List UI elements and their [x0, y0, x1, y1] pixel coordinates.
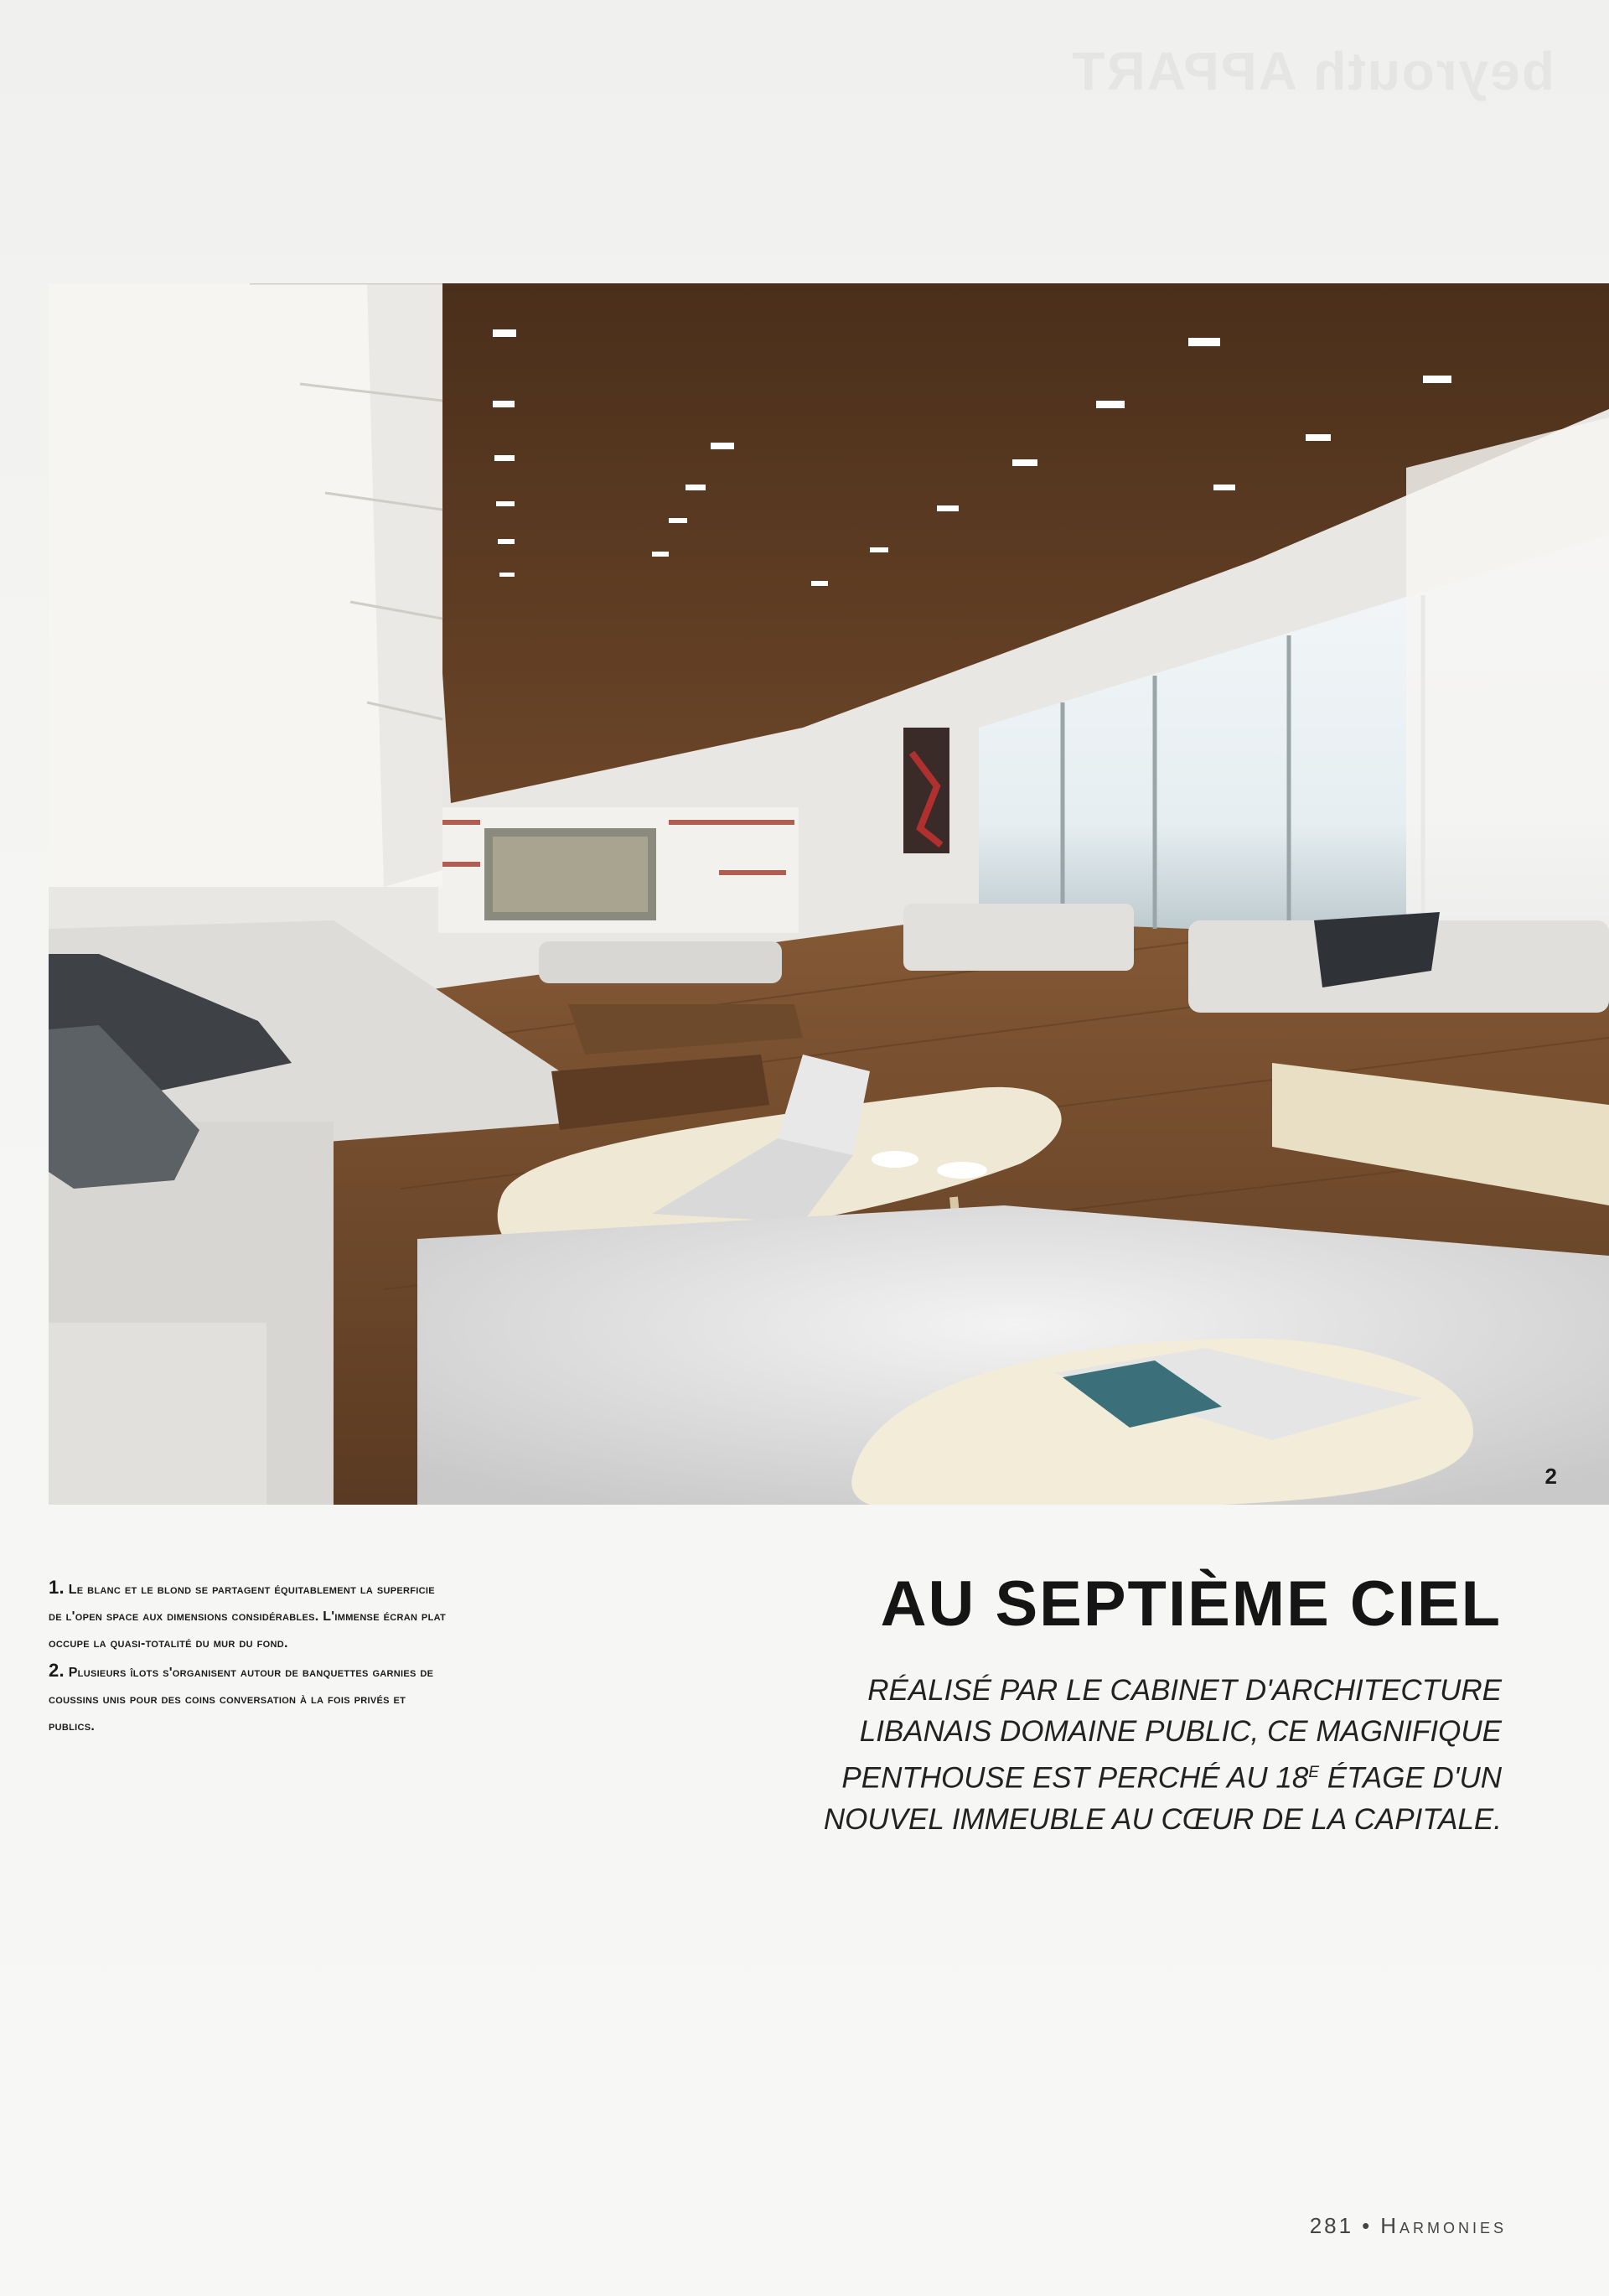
caption-text-1: Le blanc et le blond se partagent équitablement la superficie de l'open space aux dimensions considérables. L'immense écran plat occupe la quasi-totalité du mur du fond. [49, 1583, 447, 1651]
article-intro [748, 1670, 1502, 1840]
bleed-through-text: beyrouth APPART [1070, 41, 1555, 101]
footer-separator: • [1362, 2213, 1373, 2238]
caption-item-2 [49, 1657, 451, 1740]
interior-photo [49, 283, 1609, 1505]
photo-number: 2 [1544, 1464, 1557, 1489]
page-number: 281 [1309, 2213, 1354, 2238]
article-title: AU SEPTIÈME CIEL [880, 1568, 1502, 1640]
intro-superscript: E [1308, 1764, 1319, 1781]
intro-text-a: RÉALISÉ PAR LE CABINET D'ARCHITECTURE LIBANAIS DOMAINE PUBLIC, CE MAGNIFIQUE PENTHOUSE EST PERCHÉ AU 18 [841, 1674, 1502, 1795]
caption-number-2: 2. [49, 1660, 65, 1681]
caption-text-2: Plusieurs îlots s'organisent autour de banquettes garnies de coussins unis pour des coins conversation à la fois privés et publics. [49, 1666, 434, 1734]
living-room-illustration [49, 283, 1609, 1505]
intro-text-b: ÉTAGE D'UN NOUVEL IMMEUBLE AU CŒUR DE LA CAPITALE. [823, 1761, 1502, 1836]
page-footer [1310, 2213, 1507, 2239]
caption-item-1 [49, 1574, 451, 1657]
photo-caption [49, 1574, 451, 1740]
caption-number-1: 1. [49, 1577, 65, 1598]
magazine-name: Harmonies [1380, 2213, 1507, 2238]
